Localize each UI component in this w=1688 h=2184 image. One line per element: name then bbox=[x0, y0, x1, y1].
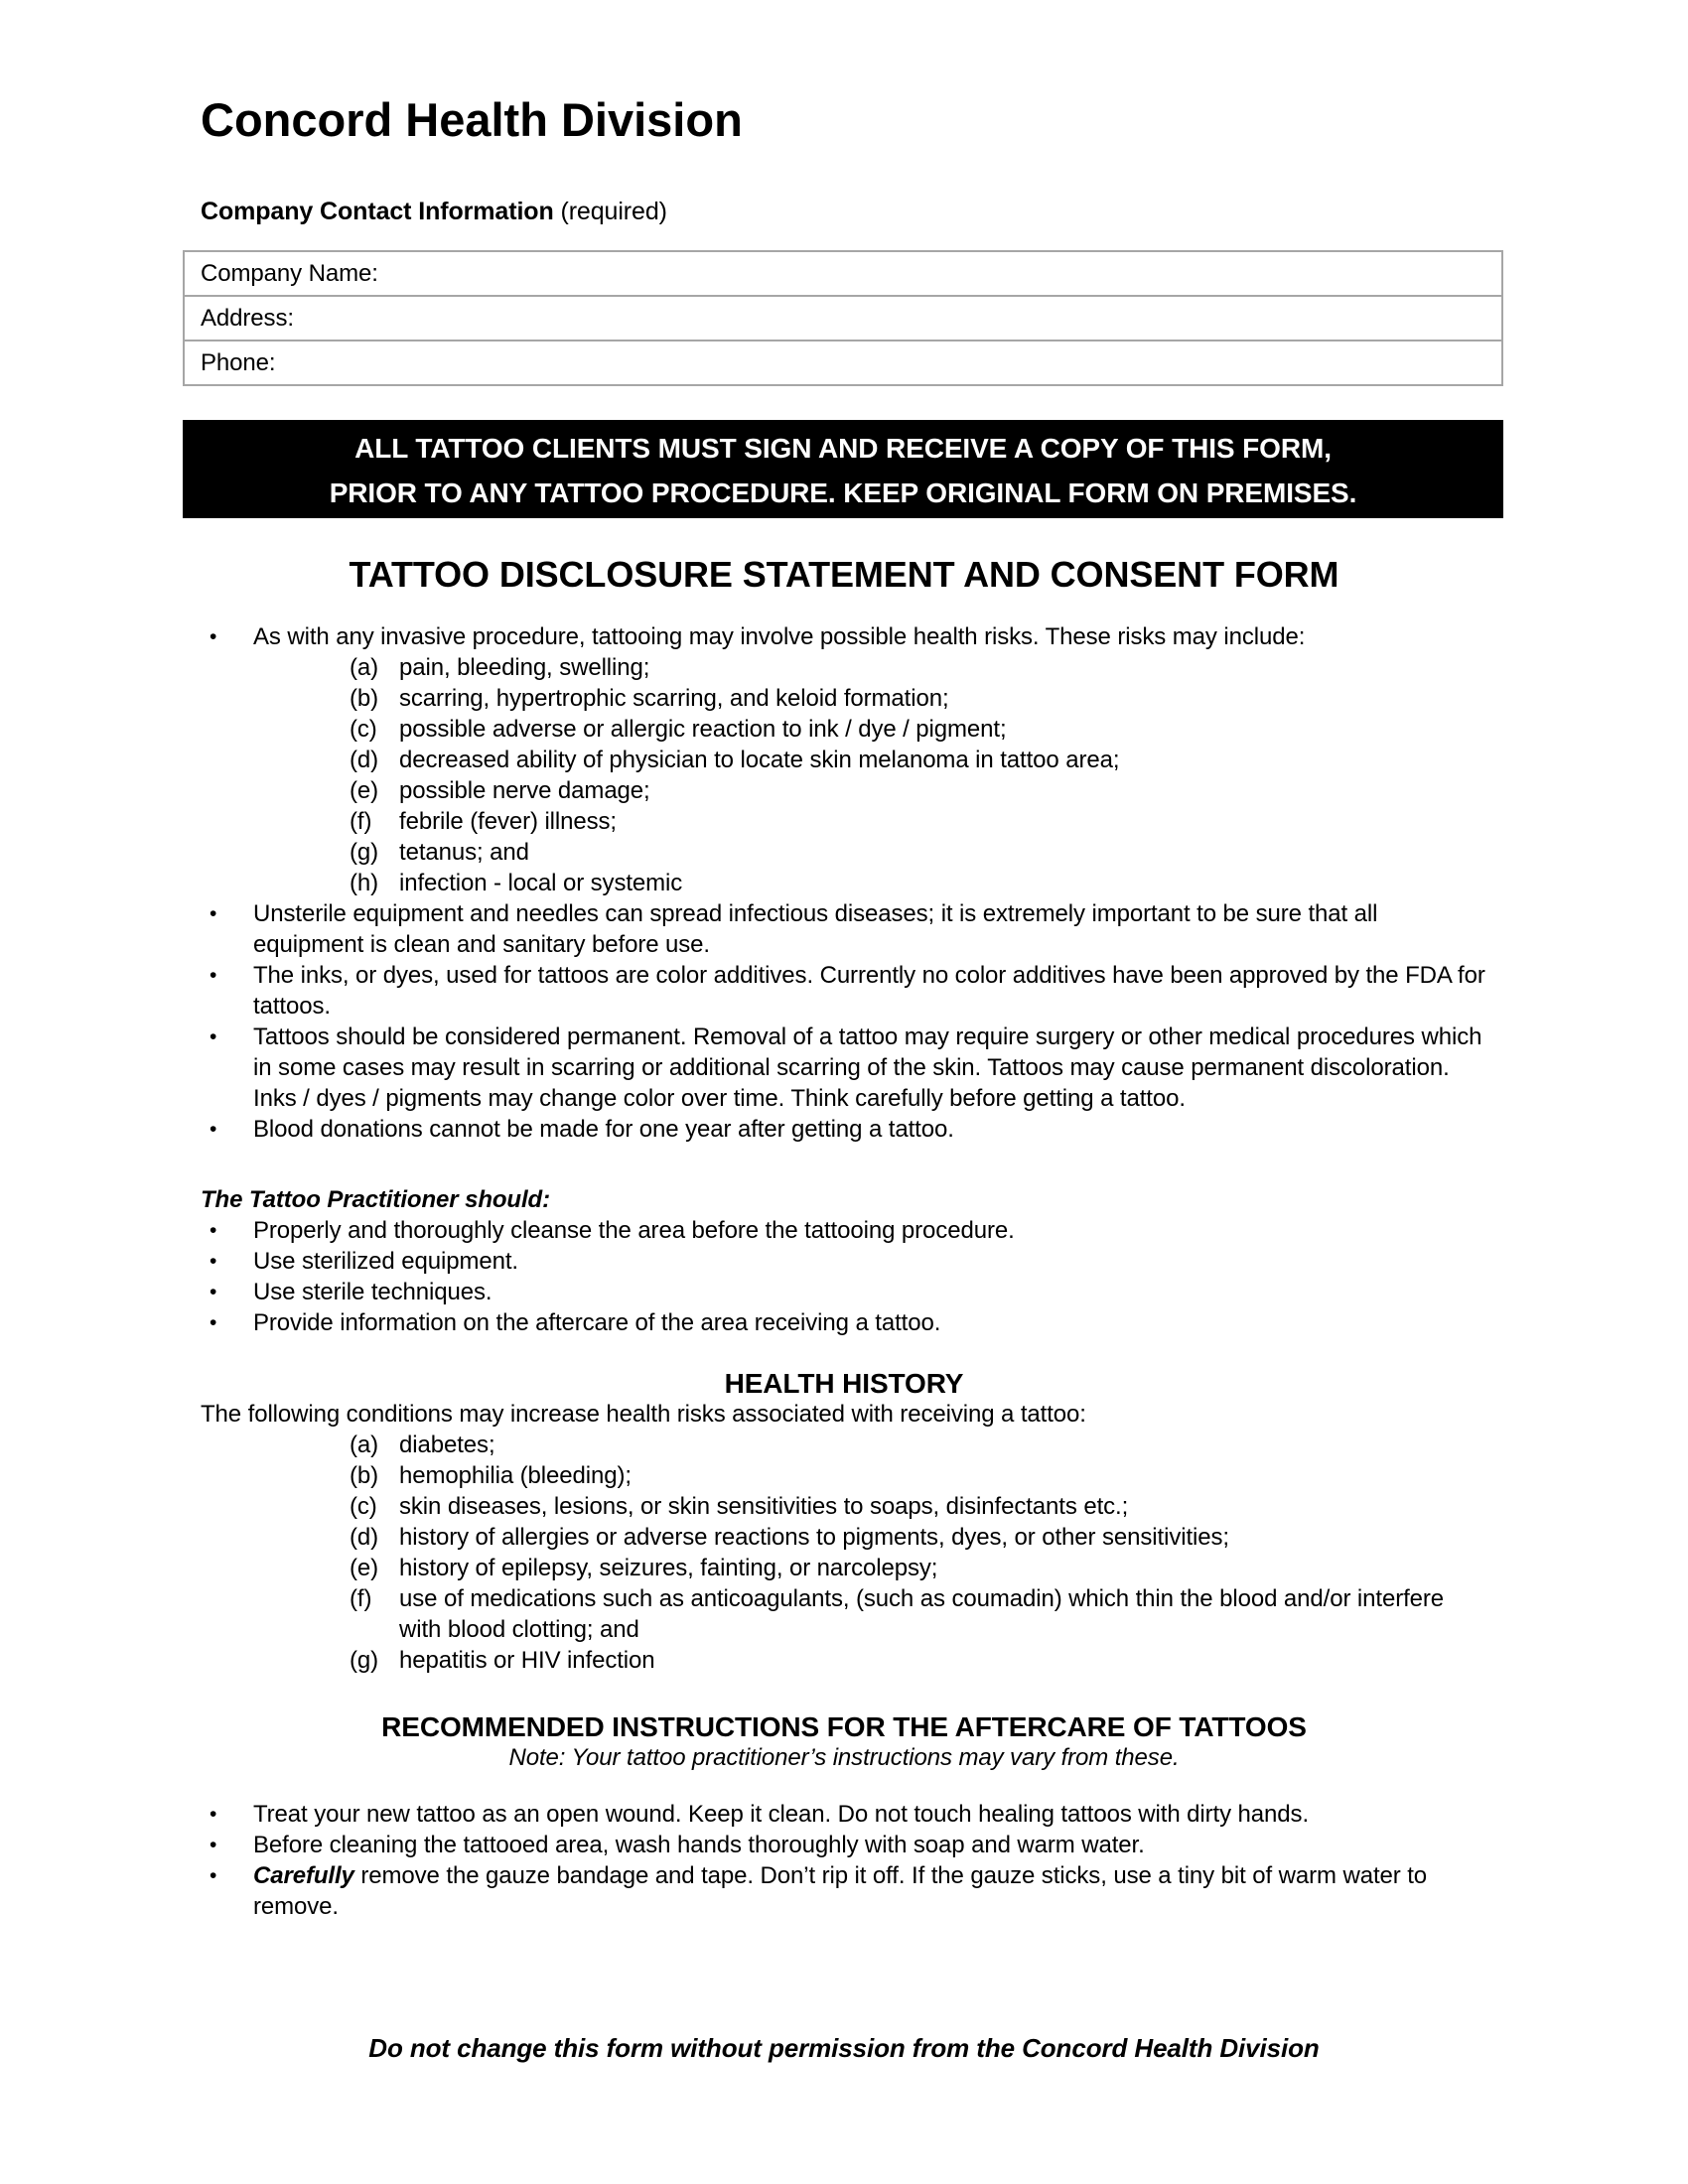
bullet-bold-prefix: Carefully bbox=[253, 1862, 354, 1889]
bullet-item: • Use sterile techniques. bbox=[201, 1277, 1487, 1307]
footer-note: Do not change this form without permission from the Concord Health Division bbox=[368, 2033, 1320, 2063]
risk-item bbox=[350, 652, 1487, 683]
item-label: (f) bbox=[350, 1585, 372, 1612]
risk-item bbox=[350, 745, 1487, 775]
item-text: decreased ability of physician to locate skin melanoma in tattoo area; bbox=[399, 747, 1120, 773]
item-text: history of epilepsy, seizures, fainting, or narcolepsy; bbox=[399, 1555, 938, 1581]
bullet-item: • The inks, or dyes, used for tattoos are color additives. Currently no color additives have been approved by the FDA for tattoos. bbox=[201, 960, 1487, 1022]
aftercare-bullets bbox=[201, 1799, 1487, 1922]
item-text: use of medications such as anticoagulants, (such as coumadin) which thin the blood and/or interfere with blood clotting; and bbox=[399, 1585, 1445, 1643]
health-item bbox=[350, 1553, 1487, 1583]
item-text: scarring, hypertrophic scarring, and keloid formation; bbox=[399, 685, 949, 712]
item-label: (a) bbox=[350, 1432, 379, 1458]
field-label: Company Name: bbox=[201, 259, 378, 287]
table-row bbox=[184, 251, 1502, 296]
item-label: (h) bbox=[350, 870, 379, 896]
item-text: diabetes; bbox=[399, 1432, 495, 1458]
practitioner-heading: The Tattoo Practitioner should: bbox=[201, 1186, 551, 1213]
field-label: Phone: bbox=[201, 348, 276, 376]
contact-section-heading bbox=[201, 197, 1688, 226]
table-row bbox=[184, 296, 1502, 341]
document-body bbox=[201, 554, 1487, 2064]
item-label: (d) bbox=[350, 1524, 379, 1551]
bullet-item: • Provide information on the aftercare of the area receiving a tattoo. bbox=[201, 1307, 1487, 1338]
section-heading-health-history: HEALTH HISTORY bbox=[724, 1368, 964, 1399]
item-label: (d) bbox=[350, 747, 379, 773]
field-label: Address: bbox=[201, 304, 294, 332]
item-text: infection - local or systemic bbox=[399, 870, 683, 896]
form-title: TATTOO DISCLOSURE STATEMENT AND CONSENT FORM bbox=[349, 554, 1339, 595]
address-field[interactable] bbox=[184, 296, 1502, 341]
risk-item bbox=[350, 806, 1487, 837]
risk-item bbox=[350, 837, 1487, 868]
health-item bbox=[350, 1645, 1487, 1676]
contact-table bbox=[183, 250, 1503, 386]
bullet-text: Before cleaning the tattooed area, wash hands thoroughly with soap and warm water. bbox=[253, 1832, 1145, 1858]
bullet-item bbox=[201, 1860, 1487, 1922]
company-name-field[interactable] bbox=[184, 251, 1502, 296]
item-label: (g) bbox=[350, 1647, 379, 1674]
bullet-item bbox=[201, 1799, 1487, 1830]
phone-field[interactable] bbox=[184, 341, 1502, 385]
bullet-item: • Properly and thoroughly cleanse the area before the tattooing procedure. bbox=[201, 1215, 1487, 1246]
health-item bbox=[350, 1522, 1487, 1553]
item-text: possible adverse or allergic reaction to ink / dye / pigment; bbox=[399, 716, 1007, 743]
bullet-item: • Tattoos should be considered permanent. Removal of a tattoo may require surgery or other medical procedures which in some cases may result in scarring or additional scarring of the skin. Tattoos may cause permanent discoloration. Inks / dyes / pigments may change color over time. Think carefully before getting a tattoo. bbox=[201, 1022, 1487, 1114]
notice-banner bbox=[183, 420, 1503, 518]
banner-line-2: PRIOR TO ANY TATTOO PROCEDURE. KEEP ORIGINAL FORM ON PREMISES. bbox=[329, 478, 1357, 508]
risks-intro-bullet: • As with any invasive procedure, tattooing may involve possible health risks. These risks may include: bbox=[201, 621, 1487, 652]
item-label: (g) bbox=[350, 839, 379, 866]
banner-line-1: ALL TATTOO CLIENTS MUST SIGN AND RECEIVE A COPY OF THIS FORM, bbox=[354, 433, 1332, 464]
item-text: history of allergies or adverse reactions to pigments, dyes, or other sensitivities; bbox=[399, 1524, 1229, 1551]
contact-heading-bold: Company Contact Information bbox=[201, 198, 554, 225]
bullet-text: remove the gauze bandage and tape. Don’t rip it off. If the gauze sticks, use a tiny bit of warm water to remove. bbox=[253, 1862, 1428, 1920]
health-item bbox=[350, 1430, 1487, 1460]
item-label: (b) bbox=[350, 685, 379, 712]
bullet-item: • Blood donations cannot be made for one year after getting a tattoo. bbox=[201, 1114, 1487, 1145]
item-label: (c) bbox=[350, 716, 377, 743]
item-label: (f) bbox=[350, 808, 372, 835]
item-text: skin diseases, lesions, or skin sensitivities to soaps, disinfectants etc.; bbox=[399, 1493, 1129, 1520]
page-title: Concord Health Division bbox=[201, 93, 743, 146]
risk-item bbox=[350, 775, 1487, 806]
bullet-item: • Use sterilized equipment. bbox=[201, 1246, 1487, 1277]
item-text: hemophilia (bleeding); bbox=[399, 1462, 632, 1489]
risk-item bbox=[350, 868, 1487, 898]
bullet-item: • Unsterile equipment and needles can spread infectious diseases; it is extremely important to be sure that all equipment is clean and sanitary before use. bbox=[201, 898, 1487, 960]
item-text: pain, bleeding, swelling; bbox=[399, 654, 650, 681]
aftercare-note: Note: Your tattoo practitioner’s instructions may vary from these. bbox=[508, 1744, 1180, 1771]
item-label: (c) bbox=[350, 1493, 377, 1520]
bullet-item bbox=[201, 1830, 1487, 1860]
contact-heading-note: (required) bbox=[553, 198, 667, 225]
item-text: febrile (fever) illness; bbox=[399, 808, 618, 835]
item-text: hepatitis or HIV infection bbox=[399, 1647, 655, 1674]
item-label: (b) bbox=[350, 1462, 379, 1489]
health-history-intro: The following conditions may increase health risks associated with receiving a tattoo: bbox=[201, 1401, 1086, 1428]
risk-item bbox=[350, 683, 1487, 714]
table-row bbox=[184, 341, 1502, 385]
item-label: (a) bbox=[350, 654, 379, 681]
health-item bbox=[350, 1491, 1487, 1522]
item-text: possible nerve damage; bbox=[399, 777, 650, 804]
section-heading-aftercare: RECOMMENDED INSTRUCTIONS FOR THE AFTERCARE OF TATTOOS bbox=[381, 1711, 1307, 1742]
item-text: tetanus; and bbox=[399, 839, 529, 866]
bullet-text: Treat your new tattoo as an open wound. Keep it clean. Do not touch healing tattoos with dirty hands. bbox=[253, 1801, 1310, 1828]
risk-item bbox=[350, 714, 1487, 745]
item-label: (e) bbox=[350, 777, 379, 804]
risks-section bbox=[201, 621, 1487, 1145]
health-item bbox=[350, 1583, 1487, 1645]
health-item bbox=[350, 1460, 1487, 1491]
item-label: (e) bbox=[350, 1555, 379, 1581]
